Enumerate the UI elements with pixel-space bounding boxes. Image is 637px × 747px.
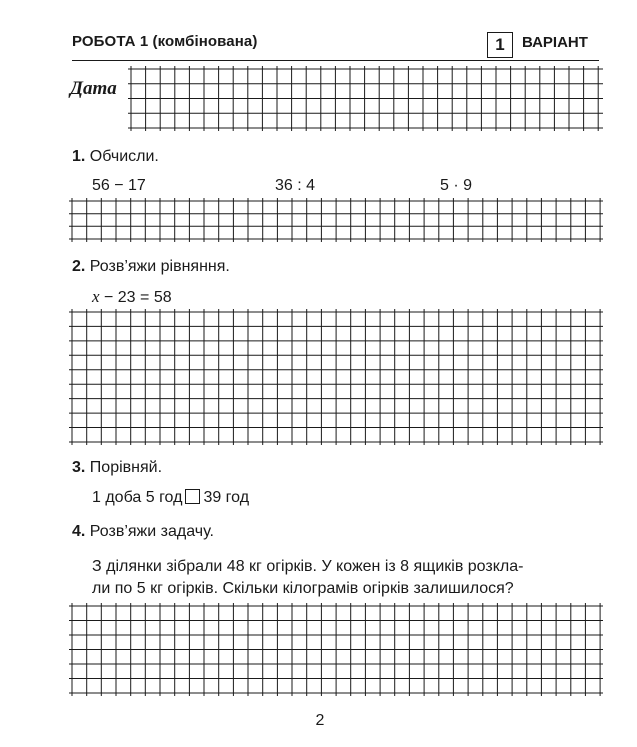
equation-rest: − 23 = 58 [99, 289, 172, 306]
expression-3: 5 · 9 [440, 177, 473, 194]
task-3-number: 3. [72, 459, 86, 476]
equation-variable: x [92, 287, 100, 306]
worksheet-title: РОБОТА 1 (комбінована) [72, 33, 258, 50]
task-4-instruction: Розв’яжи задачу. [89, 523, 214, 540]
variant-number-box: 1 [487, 32, 513, 58]
word-problem-line-1: З ділянки зібрали 48 кг огірків. У кожен із 8 ящиків розкла- [92, 558, 524, 575]
task-2-number: 2. [72, 258, 86, 275]
word-problem-line-2: ли по 5 кг огірків. Скільки кілограмів огірків залишилося? [92, 580, 514, 597]
variant-label: ВАРІАНТ [522, 34, 588, 51]
comparison-right: 39 год [203, 489, 250, 506]
comparison-left: 1 доба 5 год [92, 489, 183, 506]
page-number: 2 [315, 712, 325, 729]
date-label: Дата [70, 78, 117, 99]
task-4-number: 4. [72, 523, 86, 540]
expression-2: 36 : 4 [275, 177, 316, 194]
task-1-number: 1. [72, 148, 86, 165]
expression-1: 56 − 17 [92, 177, 146, 194]
task-2-instruction: Розв’яжи рівняння. [89, 258, 230, 275]
task-3-instruction: Порівняй. [89, 459, 163, 476]
task-1-instruction: Обчисли. [89, 148, 159, 165]
